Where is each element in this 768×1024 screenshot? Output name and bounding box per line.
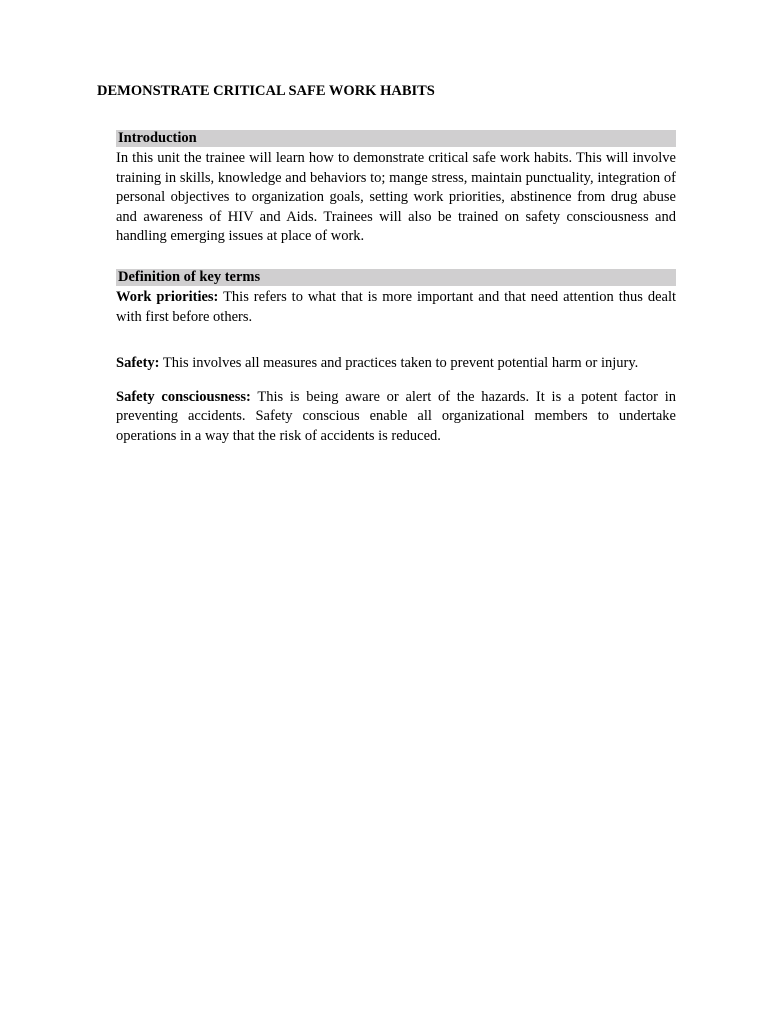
- definition-text: This is being aware or alert of the hazards. It is a potent factor in preventing accidents. Safety conscious enable all organizational members to undertake operations in a way that the risk of accidents is reduced.: [116, 388, 676, 444]
- definition-term: Safety:: [116, 355, 160, 371]
- document-title: DEMONSTRATE CRITICAL SAFE WORK HABITS: [97, 83, 435, 99]
- introduction-heading: Introduction: [116, 130, 676, 147]
- definition-safety: [116, 354, 676, 374]
- definition-work-priorities: [116, 288, 676, 327]
- introduction-section: [116, 130, 676, 247]
- definitions-heading: Definition of key terms: [116, 269, 676, 286]
- definition-term: Work priorities:: [116, 289, 219, 305]
- definitions-section: [116, 269, 676, 446]
- definition-text: This refers to what that is more important and that need attention thus dealt with first before others.: [116, 289, 676, 325]
- introduction-body: In this unit the trainee will learn how to demonstrate critical safe work habits. This will involve training in skills, knowledge and behaviors to; mange stress, maintain punctuality, integration of personal objectives to organization goals, setting work priorities, abstinence from drug abuse and awareness of HIV and Aids. Trainees will also be trained on safety consciousness and handling emerging issues at place of work.: [116, 150, 676, 244]
- definition-safety-consciousness: [116, 388, 676, 447]
- definition-term: Safety consciousness:: [116, 388, 251, 405]
- definition-text: This involves all measures and practices taken to prevent potential harm or injury.: [162, 355, 639, 371]
